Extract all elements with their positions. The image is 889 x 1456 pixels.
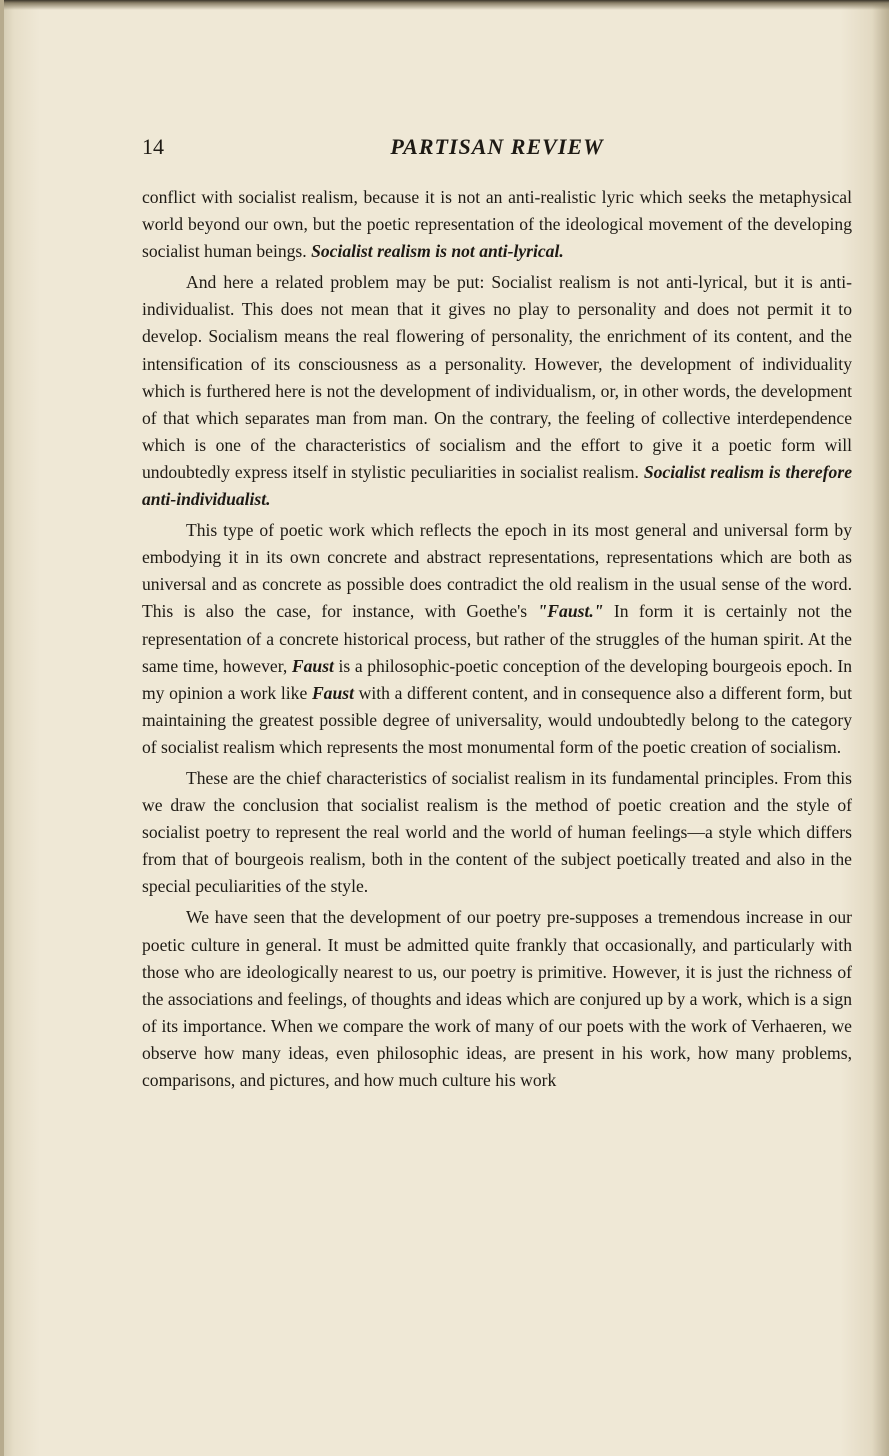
paragraph-3-tail: In form it is certainly not the representation of a concrete historical process, but rather of the struggles of the human spirit. At the same time, however, xyxy=(142,601,852,676)
paragraph-3-text: This type of poetic work which reflects the epoch in its most general and universal form by embodying it in its own concrete and abstract representations, representations which are both as universal and as concrete as possible does contradict the old realism in the usual sense of the word. This is also the case, for instance, with Goethe's xyxy=(142,520,852,622)
paragraph-3 xyxy=(142,517,852,761)
paragraph-5-text: We have seen that the development of our poetry pre-supposes a tremendous increase in our poetic culture in general. It must be admitted quite frankly that occasionally, and particularly with those who are ideologically nearest to us, our poetry is primitive. However, it is just the richness of the associations and feelings, of thoughts and ideas which are conjured up by a work, which is a sign of its importance. When we compare the work of many of our poets with the work of Verhaeren, we observe how many ideas, even philosophic ideas, are present in his work, how many problems, comparisons, and pictures, and how much culture his work xyxy=(142,907,852,1090)
paragraph-2-emphasis: Socialist realism is therefore anti-individualist. xyxy=(142,461,853,510)
paragraph-4-text: These are the chief characteristics of socialist realism in its fundamental principles. From this we draw the conclusion that socialist realism is the method of poetic creation and the style of socialist poetry to represent the real world and the world of human feelings—a style which differs from that of bourgeois realism, both in the content of the subject poetically treated and also in the special peculiarities of the style. xyxy=(142,767,852,897)
page-number: 14 xyxy=(142,134,164,159)
paragraph-3-emphasis-2: Faust xyxy=(291,655,334,676)
paragraph-2 xyxy=(142,269,852,513)
paragraph-1 xyxy=(142,184,852,265)
page-top-shadow xyxy=(0,0,889,10)
paragraph-2-text: And here a related problem may be put: Socialist realism is not anti-lyrical, but it is anti-individualist. This does not mean that it gives no play to personality and does not permit it to develop. Socialism means the real flowering of personality, the enrichment of its content, and the intensification of its consciousness as a personality. However, the development of individuality which is furthered here is not the development of individualism, or, in other words, the development of that which separates man from man. On the contrary, the feeling of collective interdependence which is one of the characteristics of socialism and the effort to give it a poetic form will undoubtedly express itself in stylistic peculiarities in socialist realism. xyxy=(142,272,852,482)
page-header xyxy=(142,132,852,166)
paragraph-3-tail-2: is a philosophic-poetic conception of the developing bourgeois epoch. In my opinion a work like xyxy=(142,655,853,703)
paragraph-1-text: conflict with socialist realism, because it is not an anti-realistic lyric which seeks the metaphysical world beyond our own, but the poetic representation of the ideological movement of the developing socialist human beings. xyxy=(142,187,852,262)
paragraph-5 xyxy=(142,904,852,1094)
paragraph-3-emphasis-3: Faust xyxy=(311,682,354,703)
page-binding-edge xyxy=(0,0,4,1456)
running-title: PARTISAN REVIEW xyxy=(390,134,604,159)
paragraph-3-emphasis: "Faust." xyxy=(537,601,604,622)
body-text xyxy=(142,184,852,1094)
paragraph-3-tail-3: with a different content, and in consequence also a different form, but maintaining the greatest possible degree of universality, would undoubtedly belong to the category of socialist realism which represents the most monumental form of the poetic creation of socialism. xyxy=(142,682,852,757)
paragraph-1-emphasis: Socialist realism is not anti-lyrical. xyxy=(311,241,564,262)
paragraph-4 xyxy=(142,765,852,900)
